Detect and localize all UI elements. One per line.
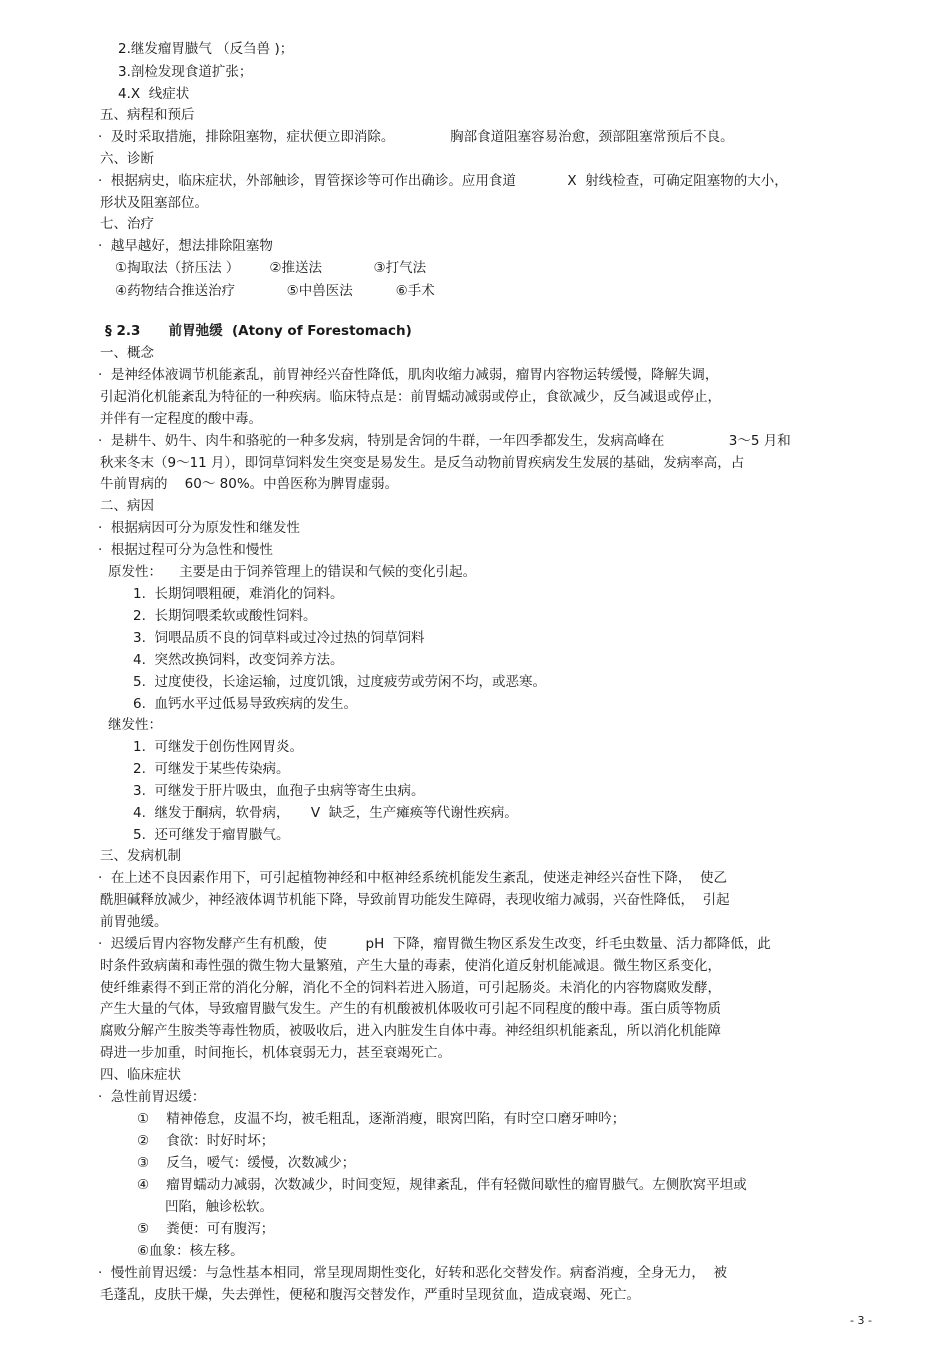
list-item: 5. 还可继发于瘤胃臌气。	[133, 827, 290, 843]
list-item: ⑥血象：核左移。	[137, 1243, 244, 1259]
section-heading: 一、概念	[100, 345, 154, 361]
list-item: 3. 饲喂品质不良的饲草料或过冷过热的饲草饲料	[133, 630, 425, 646]
text-line: 碍进一步加重，时间拖长，机体衰弱无力，甚至衰竭死亡。	[100, 1045, 451, 1061]
text-line: 继发性：	[108, 717, 162, 733]
section-heading: 三、发病机制	[100, 848, 181, 864]
text-line: 4.X 线症状	[118, 86, 190, 102]
list-item: ① 精神倦怠，皮温不均，被毛粗乱，逐渐消瘦，眼窝凹陷，有时空口磨牙呻吟；	[137, 1111, 626, 1127]
list-item: 2. 长期饲喂柔软或酸性饲料。	[133, 608, 317, 624]
section-heading: 五、病程和预后	[100, 107, 195, 123]
text-line: · 及时采取措施，排除阻塞物，症状便立即消除。 胸部食道阻塞容易治愈，颈部阻塞常预后不良。	[98, 129, 734, 145]
page-number: - 3 -	[850, 1314, 872, 1327]
text-line: 时条件致病菌和毒性强的微生物大量繁殖，产生大量的毒素，使消化道反射机能减退。微生物区系变化，	[100, 958, 721, 974]
text-line: ④药物结合推送治疗 ⑤中兽医法 ⑥手术	[115, 283, 435, 299]
list-item: ② 食欲：时好时坏；	[137, 1133, 275, 1149]
section-heading: 七、治疗	[100, 216, 154, 232]
list-item: 1. 长期饲喂粗硬，难消化的饲料。	[133, 586, 344, 602]
list-item: 6. 血钙水平过低易导致疾病的发生。	[133, 696, 357, 712]
text-line: 毛蓬乱，皮肤干燥，失去弹性，便秘和腹泻交替发作，严重时呈现贫血，造成衰竭、死亡。	[100, 1287, 640, 1303]
section-heading: 二、病因	[100, 498, 154, 514]
text-line: · 慢性前胃迟缓：与急性基本相同，常呈现周期性变化，好转和恶化交替发作。病畜消瘦，全身无力， 被	[98, 1265, 727, 1281]
text-line: 引起消化机能紊乱为特征的一种疾病。临床特点是：前胃蠕动减弱或停止，食欲减少，反刍减退或停止，	[100, 389, 721, 405]
text-line: · 根据病史，临床症状，外部触诊，胃管探诊等可作出确诊。应用食道 X 射线检查，可确定阻塞物的大小，	[98, 173, 788, 189]
section-heading: 六、诊断	[100, 151, 154, 167]
text-line: 2.继发瘤胃臌气 （反刍兽 )；	[118, 41, 294, 57]
text-line: · 根据病因可分为原发性和继发性	[98, 520, 300, 536]
text-line: 秋来冬末（9～11 月），即饲草饲料发生突变是易发生。是反刍动物前胃疾病发生发展的基础，发病率高，占	[100, 455, 745, 471]
list-item: 3. 可继发于肝片吸虫，血孢子虫病等寄生虫病。	[133, 783, 425, 799]
text-line: · 急性前胃迟缓：	[98, 1089, 206, 1105]
text-line: · 根据过程可分为急性和慢性	[98, 542, 273, 558]
list-item: 4. 继发于酮病，软骨病， V 缺乏，生产瘫痪等代谢性疾病。	[133, 805, 518, 821]
text-line: · 迟缓后胃内容物发酵产生有机酸，使 pH 下降，瘤胃微生物区系发生改变，纤毛虫数量、活力都降低，此	[98, 936, 771, 952]
text-line: · 是神经体液调节机能紊乱，前胃神经兴奋性降低，肌肉收缩力减弱，瘤胃内容物运转缓慢，降解失调，	[98, 367, 719, 383]
text-line: 并伴有一定程度的酸中毒。	[100, 411, 262, 427]
list-item: 2. 可继发于某些传染病。	[133, 761, 290, 777]
list-item: ⑤ 粪便：可有腹泻；	[137, 1221, 275, 1237]
text-line: 腐败分解产生胺类等毒性物质，被吸收后，进入内脏发生自体中毒。神经组织机能紊乱，所以消化机能障	[100, 1023, 721, 1039]
text-line: 产生大量的气体，导致瘤胃臌气发生。产生的有机酸被机体吸收可引起不同程度的酸中毒。蛋白质等物质	[100, 1001, 721, 1017]
text-line: 形状及阻塞部位。	[100, 195, 208, 211]
list-item: ③ 反刍，嗳气：缓慢，次数减少；	[137, 1155, 356, 1171]
text-line: 使纤维素得不到正常的消化分解，消化不全的饲料若进入肠道，可引起肠炎。未消化的内容物腐败发酵，	[100, 980, 721, 996]
text-line: ①掏取法（挤压法 ） ②推送法 ③打气法	[115, 260, 427, 276]
text-line: 原发性： 主要是由于饲养管理上的错误和气候的变化引起。	[108, 564, 477, 580]
text-line: · 在上述不良因素作用下，可引起植物神经和中枢神经系统机能发生紊乱，使迷走神经兴奋性下降， 使乙	[98, 870, 727, 886]
text-line: · 越早越好，想法排除阻塞物	[98, 238, 273, 254]
list-item: ④ 瘤胃蠕动力减弱，次数减少，时间变短，规律紊乱，伴有轻微间歇性的瘤胃臌气。左侧肷窝平坦或	[137, 1177, 747, 1193]
text-line: 3.剖检发现食道扩张；	[118, 64, 253, 80]
list-item: 4. 突然改换饲料，改变饲养方法。	[133, 652, 344, 668]
text-line: 前胃弛缓。	[100, 914, 168, 930]
section-heading: 四、临床症状	[100, 1067, 181, 1083]
text-line: 牛前胃病的 60～ 80%。中兽医称为脾胃虚弱。	[100, 476, 399, 492]
list-item: 5. 过度使役，长途运输，过度饥饿，过度疲劳或劳闲不均，或恶寒。	[133, 674, 546, 690]
text-line: 凹陷，触诊松软。	[165, 1199, 273, 1215]
list-item: 1. 可继发于创伤性网胃炎。	[133, 739, 303, 755]
chapter-title: § 2.3 前胃弛缓 (Atony of Forestomach)	[105, 323, 412, 339]
text-line: · 是耕牛、奶牛、肉牛和骆驼的一种多发病，特别是舍饲的牛群，一年四季都发生，发病高峰在 3～5 月和	[98, 433, 791, 449]
text-line: 酰胆碱释放减少，神经液体调节机能下降，导致前胃功能发生障碍，表现收缩力减弱，兴奋性降低， 引起	[100, 892, 730, 908]
